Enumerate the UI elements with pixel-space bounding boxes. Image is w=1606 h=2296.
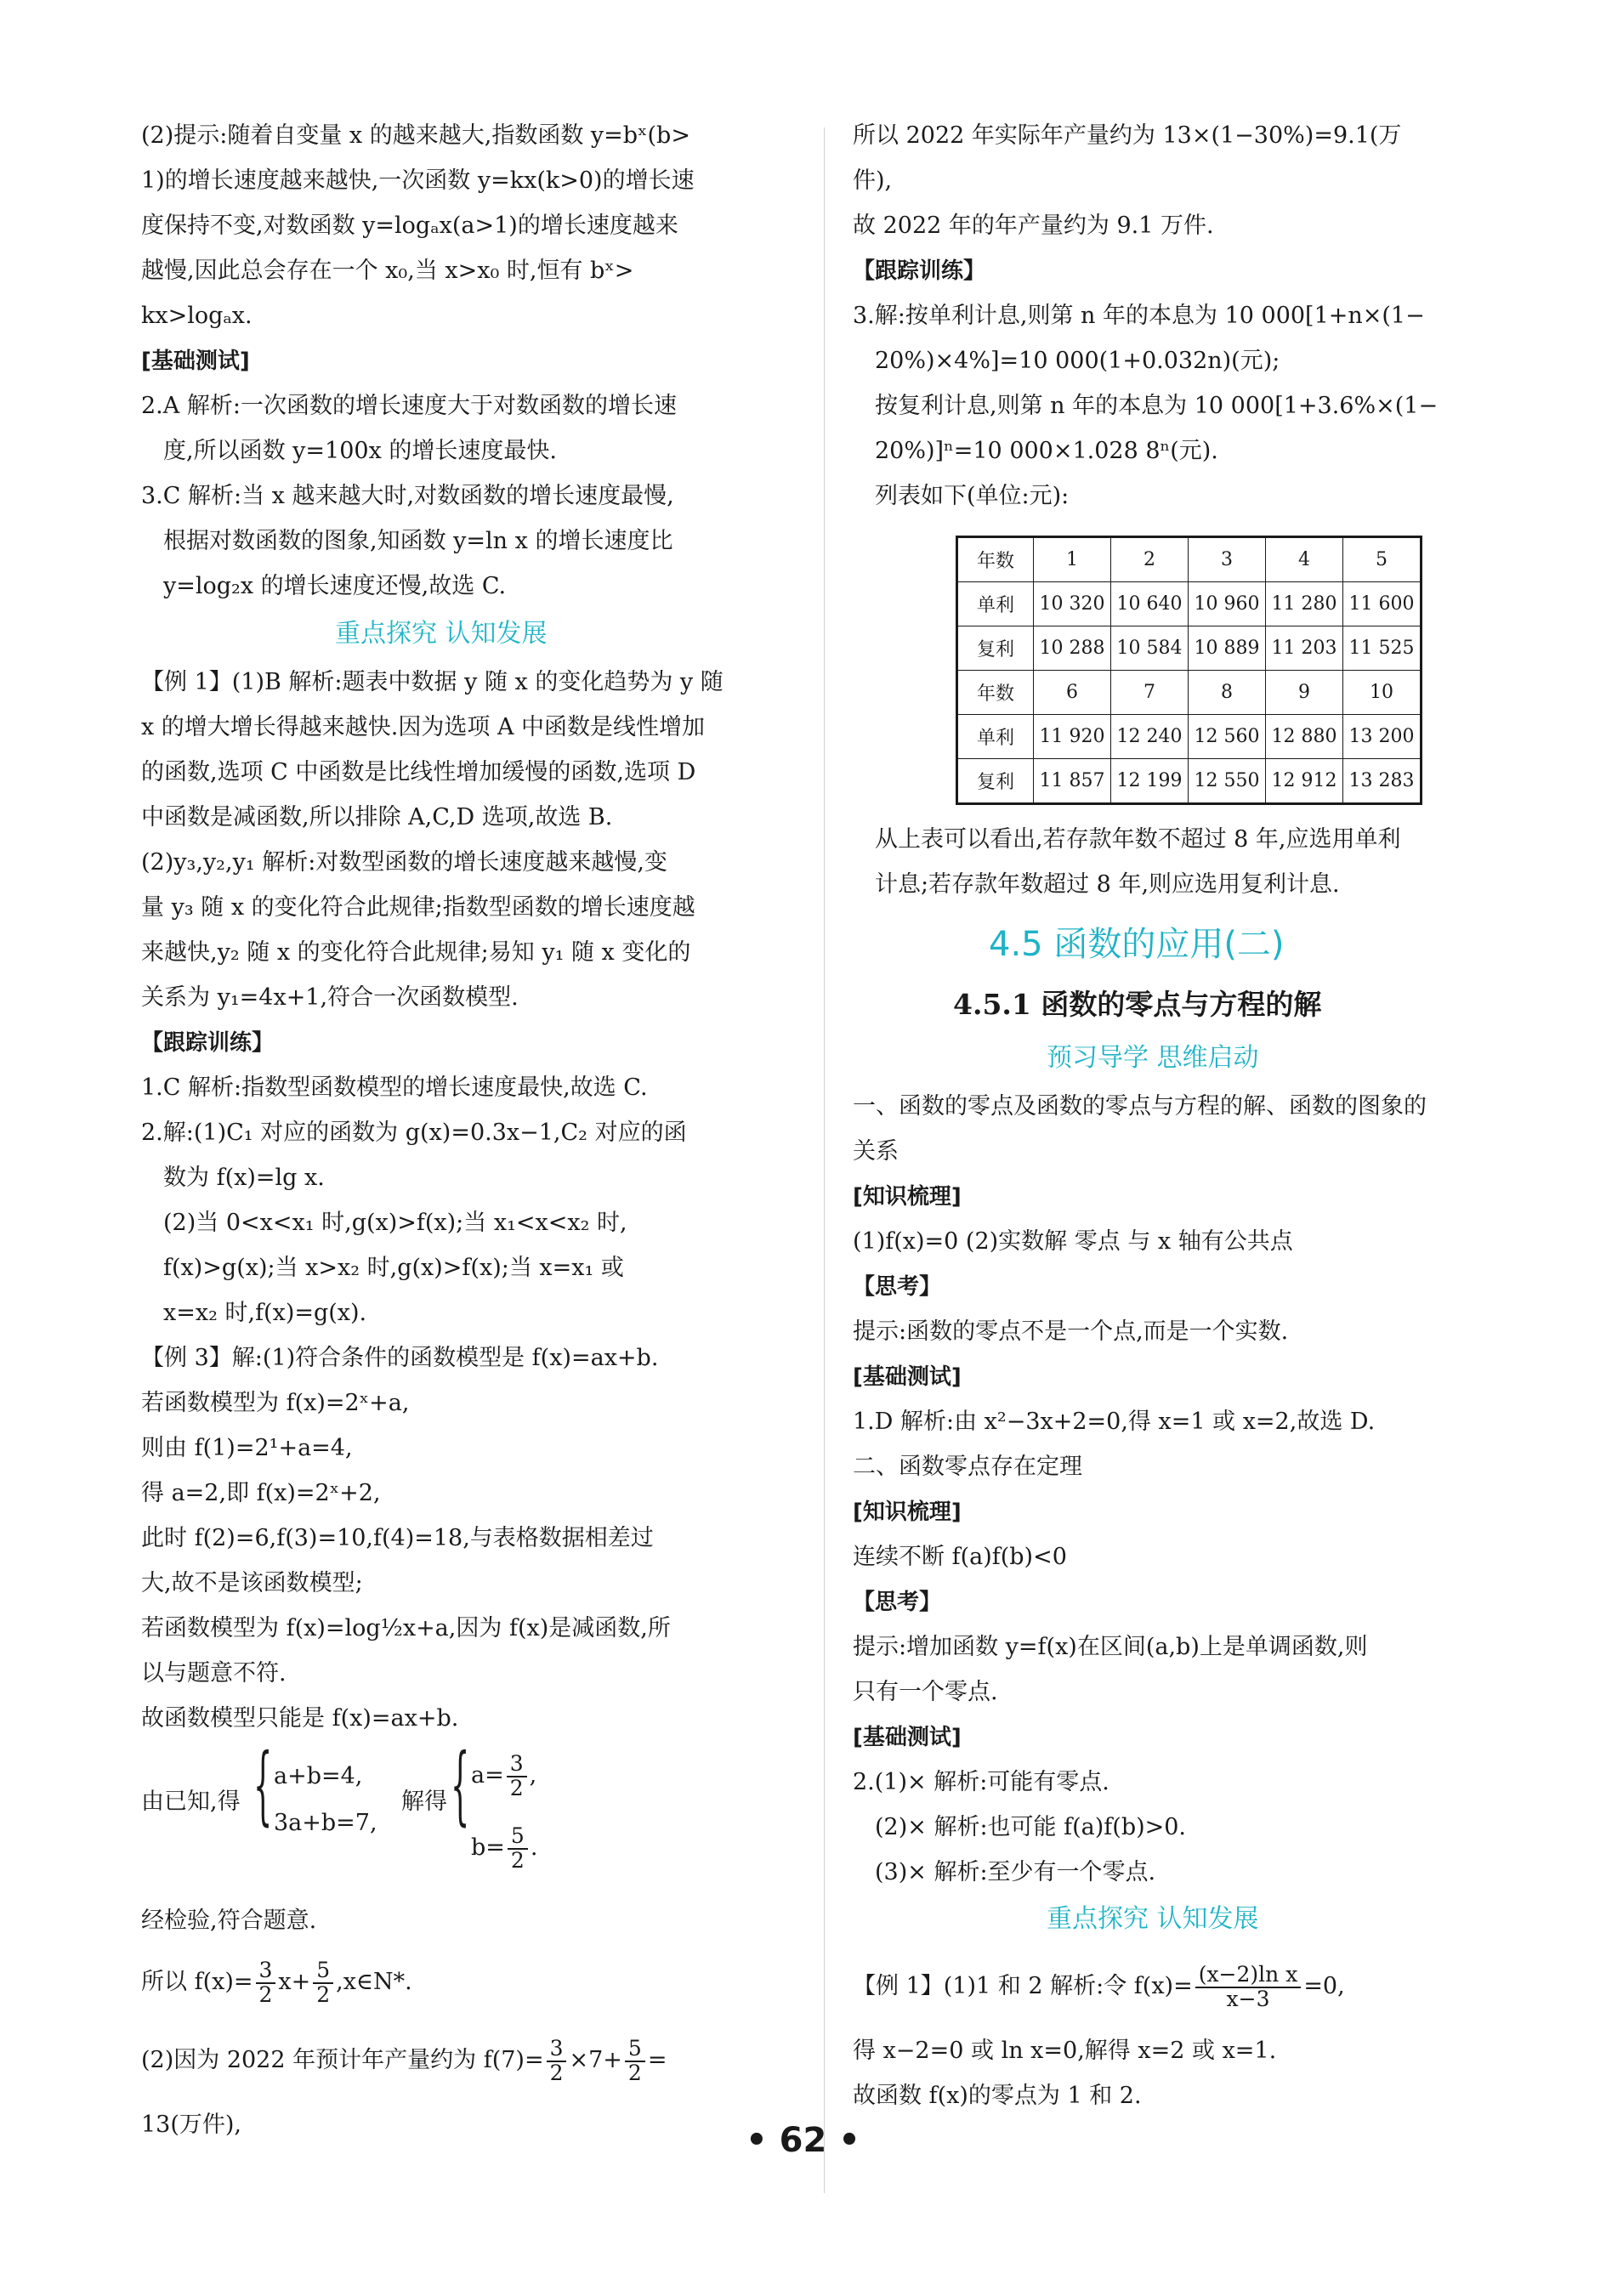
text-line: (1)f(x)=0 (2)实数解 零点 与 x 轴有公共点 xyxy=(853,1228,1293,1255)
text-line: 3.C 解析:当 x 越来越大时,对数函数的增长速度最慢, xyxy=(141,483,674,509)
section-label-think: 【思考】 xyxy=(853,1590,942,1615)
fraction-denominator: 2 xyxy=(258,1981,273,2007)
text-line: kx>logₐx. xyxy=(141,303,253,329)
text-line: 关系 xyxy=(853,1138,899,1165)
text-line: 二、函数零点存在定理 xyxy=(853,1454,1082,1480)
equation-line: a+b=4, xyxy=(274,1763,363,1789)
text-line: 3.解:按单利计息,则第 n 年的本息为 10 000[1+n×(1− xyxy=(853,303,1425,329)
text-line: 13(万件), xyxy=(141,2112,242,2138)
text-line: 经检验,符合题意. xyxy=(141,1908,317,1934)
equation-system-prefix: 由已知,得 xyxy=(141,1789,241,1815)
text-line: 中函数是减函数,所以排除 A,C,D 选项,故选 B. xyxy=(141,804,613,831)
text-line: 此时 f(2)=6,f(3)=10,f(4)=18,与表格数据相差过 xyxy=(141,1525,654,1551)
text-line: 所以 2022 年实际年产量约为 13×(1−30%)=9.1(万 xyxy=(853,122,1402,149)
text-line: 提示:增加函数 y=f(x)在区间(a,b)上是单调函数,则 xyxy=(853,1634,1368,1660)
fraction xyxy=(507,1753,527,1800)
table-header-cell: 复利 xyxy=(957,626,1034,671)
table-cell: 12 880 xyxy=(1266,715,1343,759)
fraction-numerator: 3 xyxy=(547,2038,567,2061)
table-cell: 11 920 xyxy=(1034,715,1111,759)
fraction-denominator: 2 xyxy=(549,2060,564,2085)
section-label-basic-test: [基础测试] xyxy=(141,349,250,374)
text-line: 1)的增长速度越来越快,一次函数 y=kx(k>0)的增长速 xyxy=(141,167,695,194)
text-line: 若函数模型为 f(x)=log½x+a,因为 f(x)是减函数,所 xyxy=(141,1615,671,1641)
table-cell: 10 288 xyxy=(1034,626,1111,671)
text-line: x 的增大增长得越来越快.因为选项 A 中函数是线性增加 xyxy=(141,714,706,740)
fraction-denominator: 2 xyxy=(316,1981,331,2007)
fraction-denominator: 2 xyxy=(510,1847,525,1873)
fraction xyxy=(256,1959,276,2006)
table-cell: 12 912 xyxy=(1266,759,1343,804)
section-label-follow-up: 【跟踪训练】 xyxy=(141,1030,275,1056)
table-cell: 9 xyxy=(1266,671,1343,715)
text-line: x=x₂ 时,f(x)=g(x). xyxy=(163,1300,367,1326)
fraction-denominator: x−3 xyxy=(1226,1986,1270,2011)
table-cell: 1 xyxy=(1034,537,1111,582)
section-heading-key-explore: 重点探究 认知发展 xyxy=(335,619,548,649)
text-line: 越慢,因此总会存在一个 x₀,当 x>x₀ 时,恒有 bˣ> xyxy=(141,258,634,284)
fraction xyxy=(1195,1964,1302,2010)
text-line: 大,故不是该函数模型; xyxy=(141,1570,363,1596)
table-header-cell: 年数 xyxy=(957,671,1034,715)
table-cell: 5 xyxy=(1343,537,1422,582)
section-heading-4-5: 4.5 函数的应用(二) xyxy=(989,925,1285,964)
table-cell: 12 560 xyxy=(1189,715,1266,759)
fraction-denominator: 2 xyxy=(627,2060,642,2085)
table-cell: 10 320 xyxy=(1034,582,1111,626)
text-line: y=log₂x 的增长速度还慢,故选 C. xyxy=(163,573,507,599)
table-row xyxy=(957,759,1422,804)
formula-line xyxy=(853,1953,1345,2020)
fraction-denominator: 2 xyxy=(509,1775,524,1800)
interest-table xyxy=(956,536,1422,805)
text-line: 列表如下(单位:元): xyxy=(875,483,1070,509)
text-line: (2)提示:随着自变量 x 的越来越大,指数函数 y=bˣ(b> xyxy=(141,122,690,149)
text-line: 一、函数的零点及函数的零点与方程的解、函数的图象的 xyxy=(853,1093,1427,1120)
solve-label: 解得 xyxy=(401,1789,447,1815)
table-cell: 13 200 xyxy=(1343,715,1422,759)
solution-b-label: b= xyxy=(471,1834,505,1861)
text-line: 2.A 解析:一次函数的增长速度大于对数函数的增长速 xyxy=(141,393,677,419)
text-line: (2)y₃,y₂,y₁ 解析:对数型函数的增长速度越来越慢,变 xyxy=(141,849,667,876)
text-line: 得 a=2,即 f(x)=2ˣ+2, xyxy=(141,1480,381,1506)
text-line: 20%)×4%]=10 000(1+0.032n)(元); xyxy=(875,348,1280,374)
table-cell: 13 283 xyxy=(1343,759,1422,804)
table-header-cell: 单利 xyxy=(957,715,1034,759)
punctuation: , xyxy=(529,1762,537,1789)
text-line: 数为 f(x)=lg x. xyxy=(163,1165,325,1191)
table-cell: 11 525 xyxy=(1343,626,1422,671)
fraction xyxy=(508,1825,528,1872)
equation-line: 3a+b=7, xyxy=(274,1810,377,1836)
table-row xyxy=(957,626,1422,671)
table-cell: 7 xyxy=(1111,671,1189,715)
section-label-think: 【思考】 xyxy=(853,1274,942,1300)
text-line: 则由 f(1)=2¹+a=4, xyxy=(141,1435,353,1461)
section-label-knowledge: [知识梳理] xyxy=(853,1184,962,1210)
fraction-numerator: 5 xyxy=(625,2038,645,2061)
text-line: 提示:函数的零点不是一个点,而是一个实数. xyxy=(853,1318,1289,1345)
subsection-heading-4-5-1: 4.5.1 函数的零点与方程的解 xyxy=(953,988,1322,1021)
text-line: 若函数模型为 f(x)=2ˣ+a, xyxy=(141,1390,410,1416)
text-line: 关系为 y₁=4x+1,符合一次函数模型. xyxy=(141,984,519,1011)
solution-a xyxy=(471,1743,536,1809)
text-line: 度,所以函数 y=100x 的增长速度最快. xyxy=(163,438,557,464)
text-line: (3)× 解析:至少有一个零点. xyxy=(875,1859,1156,1885)
table-cell: 11 280 xyxy=(1266,582,1343,626)
text-line: 20%)]ⁿ=10 000×1.028 8ⁿ(元). xyxy=(875,438,1218,464)
table-cell: 10 xyxy=(1343,671,1422,715)
section-label-follow-up: 【跟踪训练】 xyxy=(853,258,986,284)
formula-text: 所以 f(x)= xyxy=(141,1969,253,1995)
fraction-numerator: 3 xyxy=(256,1959,276,1983)
fraction-numerator: 3 xyxy=(507,1753,527,1777)
formula-text: ,x∈N*. xyxy=(336,1969,412,1995)
table-cell: 2 xyxy=(1111,537,1189,582)
formula-line xyxy=(141,2027,667,2094)
table-row xyxy=(957,537,1422,582)
text-line: 1.C 解析:指数型函数模型的增长速度最快,故选 C. xyxy=(141,1074,648,1101)
table-row xyxy=(957,671,1422,715)
text-line: 以与题意不符. xyxy=(141,1660,287,1687)
left-brace: { xyxy=(451,1735,470,1834)
section-label-basic-test: [基础测试] xyxy=(853,1725,962,1750)
table-cell: 11 600 xyxy=(1343,582,1422,626)
table-header-cell: 年数 xyxy=(957,537,1034,582)
fraction-numerator: (x−2)ln x xyxy=(1195,1964,1302,1987)
section-heading-preview: 预习导学 思维启动 xyxy=(1047,1043,1259,1073)
formula-text: =0, xyxy=(1303,1973,1345,1999)
column-divider xyxy=(824,128,825,2193)
text-line: 件), xyxy=(853,167,893,194)
text-line: 故 2022 年的年产量约为 9.1 万件. xyxy=(853,213,1214,239)
text-line: 量 y₃ 随 x 的变化符合此规律;指数型函数的增长速度越 xyxy=(141,894,695,921)
text-line: 根据对数函数的图象,知函数 y=ln x 的增长速度比 xyxy=(163,528,673,554)
section-heading-key-explore: 重点探究 认知发展 xyxy=(1047,1904,1259,1934)
text-line: 的函数,选项 C 中函数是比线性增加缓慢的函数,选项 D xyxy=(141,759,696,785)
text-line: 计息;若存款年数超过 8 年,则应选用复利计息. xyxy=(875,871,1340,898)
formula-text: x+ xyxy=(278,1969,311,1995)
table-cell: 12 550 xyxy=(1189,759,1266,804)
solution-b xyxy=(471,1815,537,1881)
text-line: 1.D 解析:由 x²−3x+2=0,得 x=1 或 x=2,故选 D. xyxy=(853,1409,1376,1435)
punctuation: . xyxy=(530,1834,538,1861)
table-header-cell: 单利 xyxy=(957,582,1034,626)
section-label-basic-test: [基础测试] xyxy=(853,1364,962,1390)
text-line: 故函数模型只能是 f(x)=ax+b. xyxy=(141,1705,459,1732)
table-header-cell: 复利 xyxy=(957,759,1034,804)
text-line: 故函数 f(x)的零点为 1 和 2. xyxy=(853,2083,1142,2109)
text-line: (2)× 解析:也可能 f(a)f(b)>0. xyxy=(875,1814,1187,1840)
text-line: f(x)>g(x);当 x>x₂ 时,g(x)>f(x);当 x=x₁ 或 xyxy=(163,1255,624,1281)
text-line: 度保持不变,对数函数 y=logₐx(a>1)的增长速度越来 xyxy=(141,213,678,239)
table-cell: 10 889 xyxy=(1189,626,1266,671)
table-cell: 10 584 xyxy=(1111,626,1189,671)
text-line: (2)当 0<x<x₁ 时,g(x)>f(x);当 x₁<x<x₂ 时, xyxy=(163,1210,627,1236)
solution-a-label: a= xyxy=(471,1762,504,1789)
table-cell: 11 203 xyxy=(1266,626,1343,671)
text-line: 【例 1】(1)B 解析:题表中数据 y 随 x 的变化趋势为 y 随 xyxy=(141,669,724,695)
fraction xyxy=(547,2038,567,2084)
formula-text: 【例 1】(1)1 和 2 解析:令 f(x)= xyxy=(853,1973,1193,1999)
table-cell: 8 xyxy=(1189,671,1266,715)
left-brace: { xyxy=(253,1735,273,1834)
table-row xyxy=(957,715,1422,759)
section-label-knowledge: [知识梳理] xyxy=(853,1499,962,1525)
fraction xyxy=(313,1959,333,2006)
text-line: 得 x−2=0 或 ln x=0,解得 x=2 或 x=1. xyxy=(853,2038,1277,2064)
table-cell: 6 xyxy=(1034,671,1111,715)
fraction-numerator: 5 xyxy=(313,1959,333,1983)
text-line: 按复利计息,则第 n 年的本息为 10 000[1+3.6%×(1− xyxy=(875,393,1439,419)
text-line: 连续不断 f(a)f(b)<0 xyxy=(853,1544,1067,1570)
text-line: 2.(1)× 解析:可能有零点. xyxy=(853,1769,1109,1795)
formula-line xyxy=(141,1949,412,2015)
text-line: 2.解:(1)C₁ 对应的函数为 g(x)=0.3x−1,C₂ 对应的函 xyxy=(141,1120,687,1146)
formula-text: ×7+ xyxy=(569,2047,622,2073)
page-number: • 62 • xyxy=(746,2121,860,2160)
table-cell: 4 xyxy=(1266,537,1343,582)
formula-text: (2)因为 2022 年预计年产量约为 f(7)= xyxy=(141,2047,544,2073)
table-row xyxy=(957,582,1422,626)
table-cell: 12 199 xyxy=(1111,759,1189,804)
table-cell: 3 xyxy=(1189,537,1266,582)
text-line: 只有一个零点. xyxy=(853,1679,998,1705)
table-cell: 11 857 xyxy=(1034,759,1111,804)
table-cell: 10 960 xyxy=(1189,582,1266,626)
text-line: 从上表可以看出,若存款年数不超过 8 年,应选用单利 xyxy=(875,826,1401,853)
text-line: 【例 3】解:(1)符合条件的函数模型是 f(x)=ax+b. xyxy=(141,1345,659,1371)
formula-text: = xyxy=(647,2047,667,2073)
fraction xyxy=(625,2038,645,2084)
text-line: 来越快,y₂ 随 x 的变化符合此规律;易知 y₁ 随 x 变化的 xyxy=(141,939,691,966)
table-cell: 10 640 xyxy=(1111,582,1189,626)
table-cell: 12 240 xyxy=(1111,715,1189,759)
fraction-numerator: 5 xyxy=(508,1825,528,1849)
